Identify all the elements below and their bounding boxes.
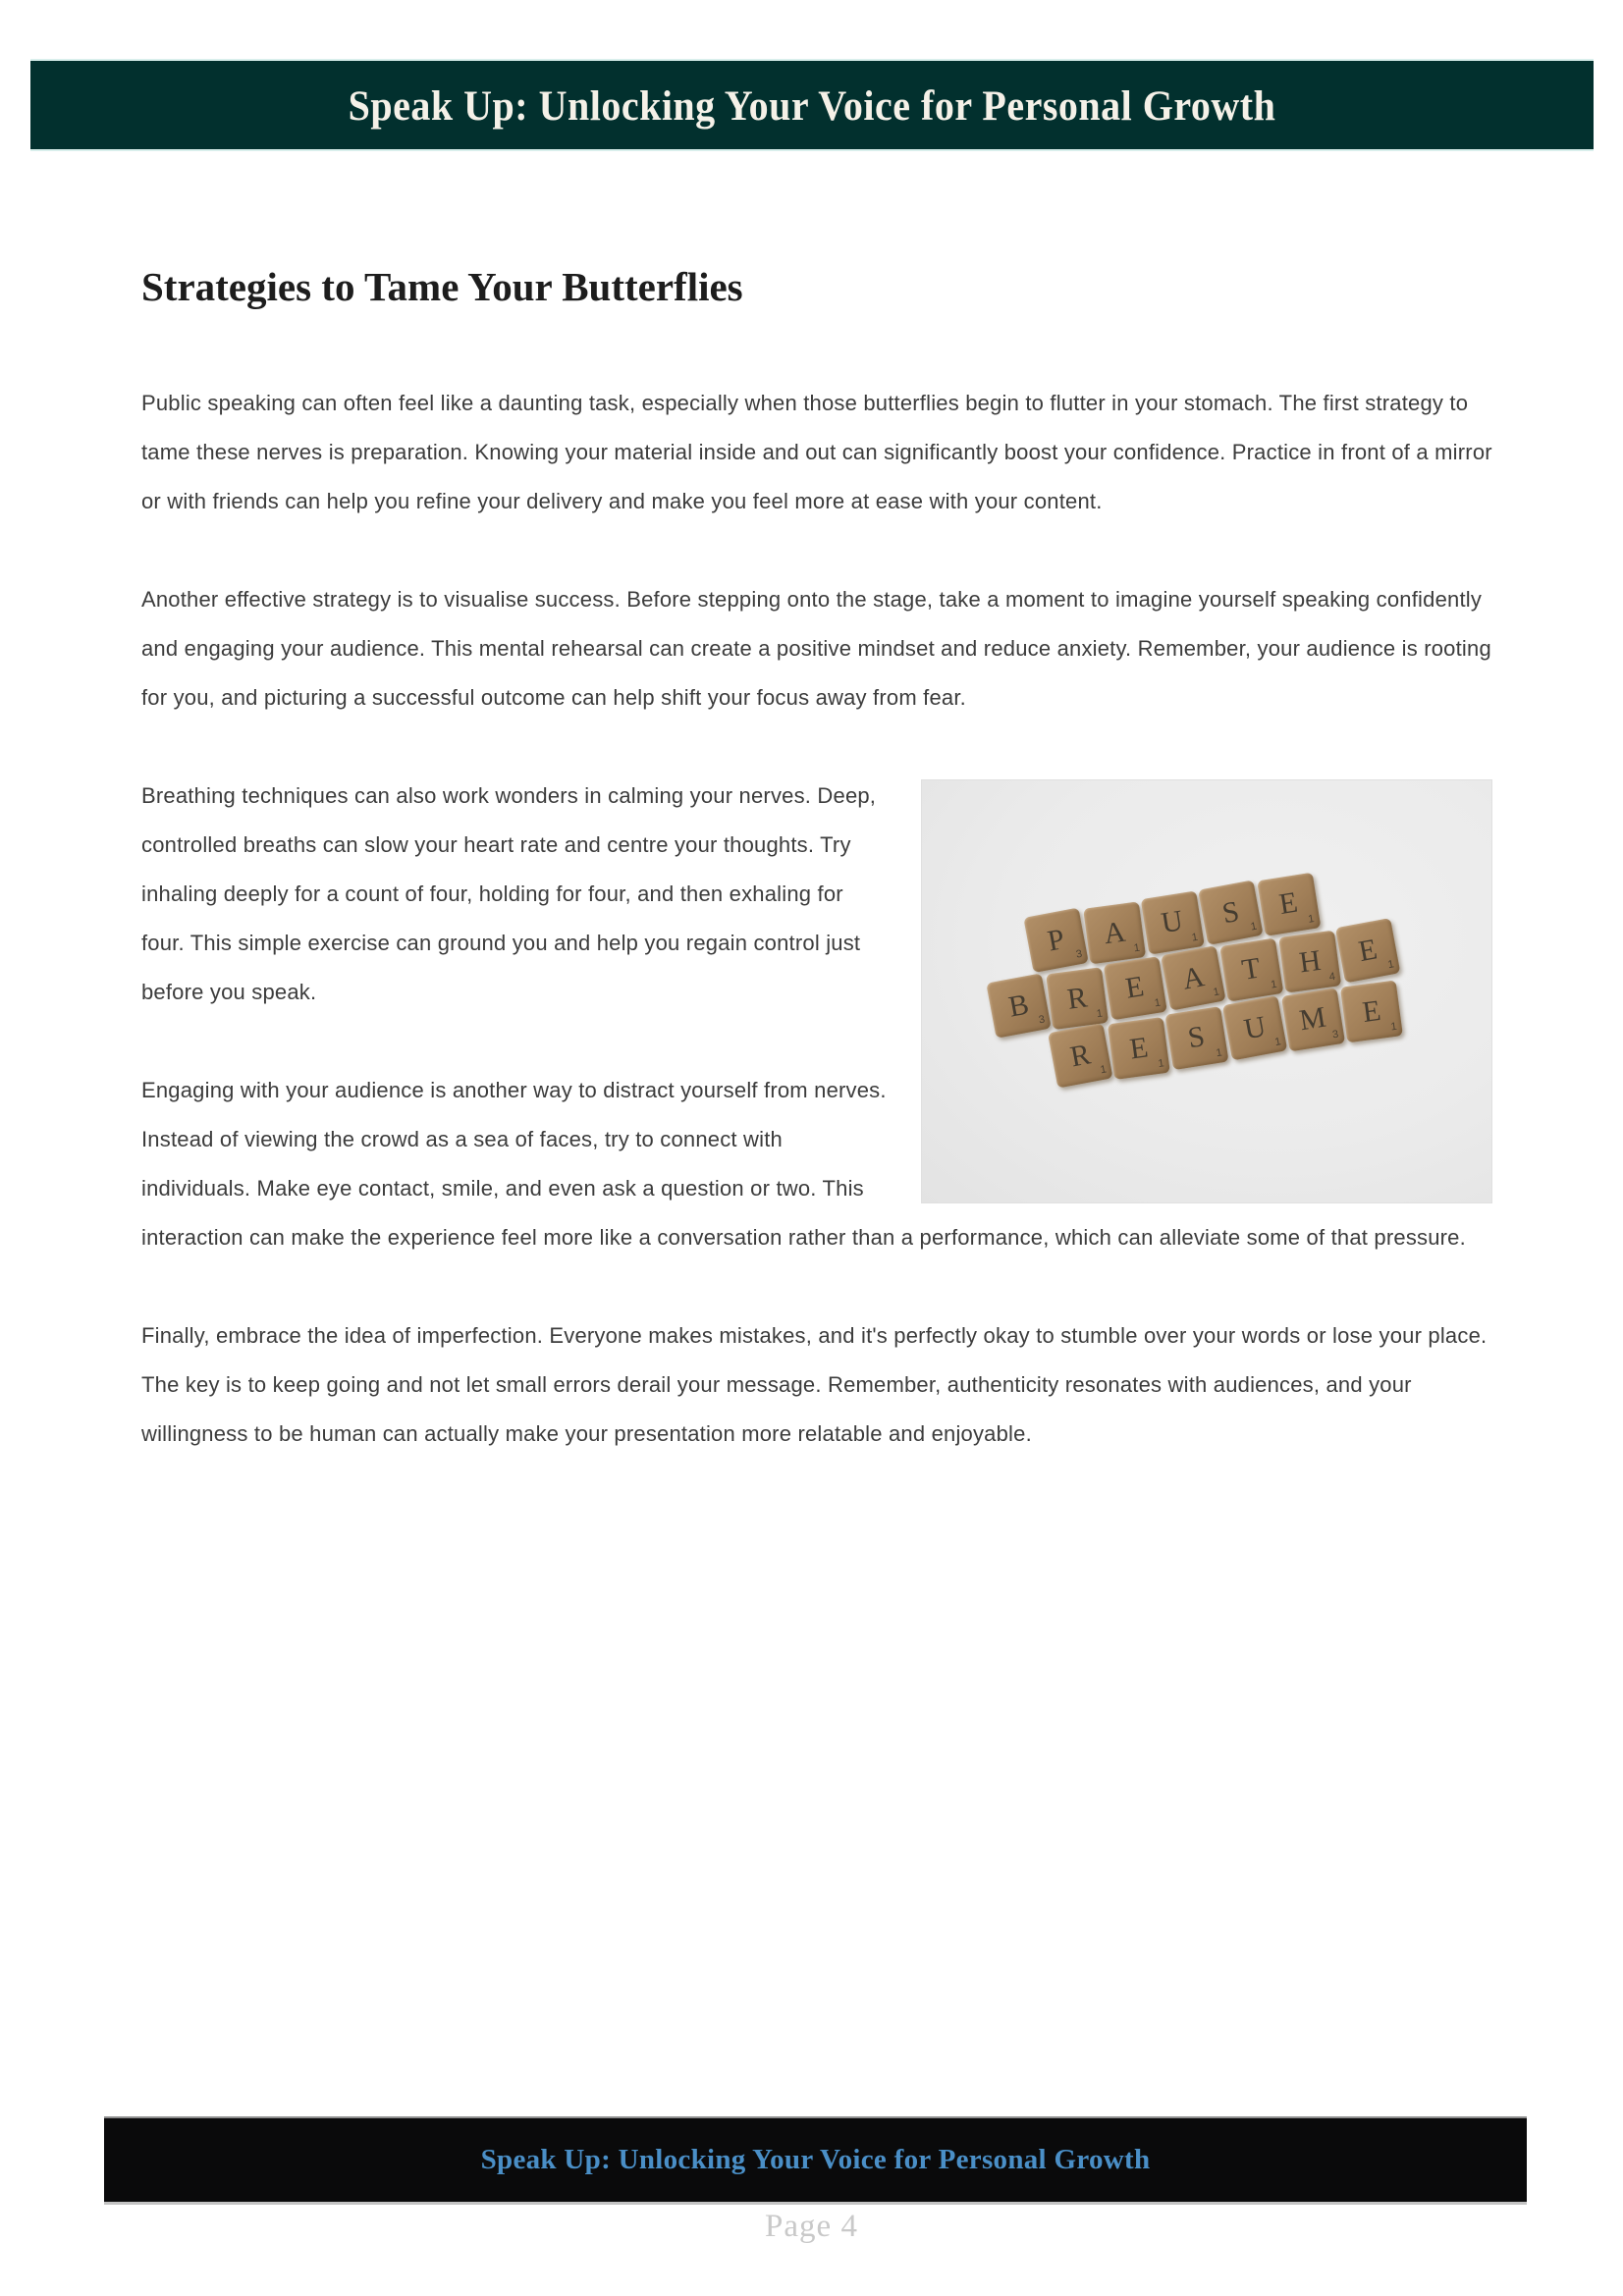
- article-content: [141, 263, 1492, 1508]
- scrabble-tile: [1023, 907, 1089, 973]
- scrabble-tile: [1198, 880, 1264, 945]
- scrabble-photo: [921, 779, 1492, 1203]
- body-paragraph-3: Breathing techniques can also work wonders in calming your nerves. Deep, controlled breaths can slow your heart rate and centre your thoughts. Try inhaling deeply for a count of four, holding for four, and then exhaling for four. This simple exercise can ground you and help you regain control just before you speak.: [141, 783, 877, 1004]
- header-banner: [30, 61, 1594, 149]
- body-paragraph-1: Public speaking can often feel like a daunting task, especially when those butterflies begin to flutter in your stomach. The first strategy to tame these nerves is preparation. Knowing your material inside and out can significantly boost your confidence. Practice in front of a mirror or with friends can help you refine your delivery and make you feel more at ease with your content.: [141, 391, 1492, 513]
- tile-letter: E: [1360, 992, 1382, 1029]
- tile-letter: E: [1276, 885, 1300, 922]
- tile-letter: U: [1159, 904, 1185, 940]
- tile-value: 3: [1331, 1028, 1340, 1041]
- tile-value: 1: [1385, 957, 1395, 971]
- tile-value: 1: [1190, 931, 1199, 944]
- scrabble-tiles-group: [976, 859, 1411, 1097]
- section-heading: Strategies to Tame Your Butterflies: [141, 264, 743, 309]
- tile-value: 1: [1132, 941, 1141, 954]
- tile-value: 1: [1153, 996, 1162, 1009]
- scrabble-tile: [1280, 988, 1344, 1051]
- tile-value: 1: [1270, 978, 1278, 991]
- scrabble-tile: [1107, 1017, 1169, 1080]
- tile-letter: E: [1126, 1030, 1150, 1065]
- tile-value: 1: [1272, 1035, 1282, 1048]
- scrabble-tile: [1339, 980, 1402, 1042]
- footer-banner: [104, 2116, 1527, 2205]
- tile-letter: H: [1296, 942, 1323, 979]
- scrabble-tile: [1161, 945, 1226, 1011]
- tile-letter: R: [1066, 1037, 1093, 1073]
- scrabble-tile: [1257, 872, 1321, 935]
- tile-letter: E: [1355, 932, 1380, 968]
- tile-letter: E: [1123, 970, 1147, 1005]
- scrabble-tile: [1278, 930, 1341, 992]
- scrabble-tile: [1047, 1023, 1112, 1089]
- tile-value: 1: [1249, 920, 1258, 934]
- tile-value: 1: [1212, 985, 1220, 998]
- body-paragraph-5: Finally, embrace the idea of imperfection. Everyone makes mistakes, and it's perfectly okay to stumble over your words or lose your place. The key is to keep going and not let small errors derail your message. Remember, authenticity resonates with audiences, and your willingness to be human can actually make your presentation more relatable and enjoyable.: [141, 1323, 1488, 1446]
- tile-value: 1: [1307, 912, 1316, 926]
- scrabble-tile: [1103, 956, 1166, 1020]
- footer-title: Speak Up: Unlocking Your Voice for Personal Growth: [480, 2144, 1151, 2175]
- body-paragraph-2: Another effective strategy is to visualise success. Before stepping onto the stage, take a moment to imagine yourself speaking confidently and engaging your audience. This mental rehearsal can create a positive mindset and reduce anxiety. Remember, your audience is rooting for you, and picturing a successful outcome can help shift your focus away from fear.: [141, 587, 1491, 710]
- tile-value: 3: [1037, 1013, 1046, 1027]
- scrabble-tile: [1083, 901, 1146, 964]
- tile-value: 3: [1074, 947, 1083, 961]
- tile-letter: R: [1064, 980, 1089, 1015]
- header-title: Speak Up: Unlocking Your Voice for Personal Growth: [348, 80, 1276, 130]
- scrabble-tile: [1164, 1006, 1228, 1070]
- tile-value: 4: [1327, 970, 1336, 984]
- tile-value: 1: [1157, 1056, 1164, 1070]
- tile-value: 1: [1095, 1007, 1104, 1020]
- scrabble-tile: [1221, 995, 1287, 1061]
- tile-value: 1: [1215, 1045, 1223, 1059]
- scrabble-tile: [1046, 967, 1109, 1030]
- body-paragraph-4: Engaging with your audience is another way to distract yourself from nerves. Instead of viewing the crowd as a sea of faces, try to connect with individuals. Make eye contact, smile, and even ask a question or two. This interaction can make the experience feel more like a conversation rather than a performance, which can alleviate some of that pressure.: [141, 1078, 1466, 1250]
- tile-letter: S: [1185, 1020, 1208, 1055]
- tile-letter: B: [1005, 987, 1031, 1023]
- scrabble-tile: [1334, 918, 1400, 984]
- tile-letter: T: [1239, 951, 1263, 987]
- scrabble-tile: [1219, 937, 1283, 1001]
- scrabble-tile: [986, 973, 1052, 1039]
- tile-letter: S: [1218, 894, 1241, 930]
- tile-letter: A: [1179, 959, 1207, 995]
- page-number: Page 4: [765, 2209, 858, 2244]
- scrabble-tile: [1140, 890, 1204, 954]
- tile-value: 1: [1099, 1062, 1108, 1076]
- tile-letter: M: [1297, 1000, 1328, 1038]
- tile-value: 1: [1389, 1020, 1397, 1034]
- tile-letter: A: [1101, 914, 1127, 950]
- tile-letter: P: [1044, 922, 1067, 957]
- tile-letter: U: [1240, 1009, 1269, 1045]
